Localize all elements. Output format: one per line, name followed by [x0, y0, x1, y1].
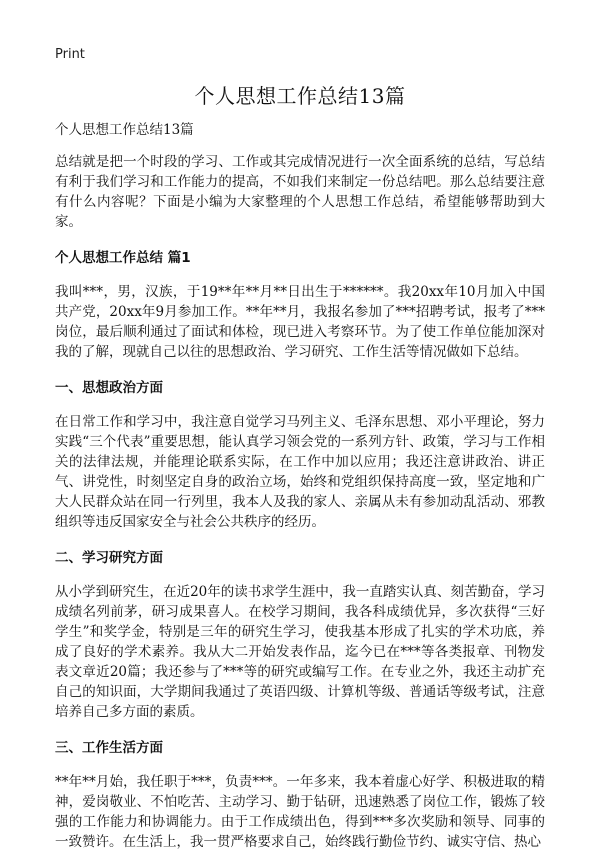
heading-study: 二、学习研究方面 — [55, 550, 163, 566]
document-subtitle: 个人思想工作总结13篇 — [55, 122, 194, 138]
section-title: 个人思想工作总结 篇1 — [55, 250, 191, 266]
print-link[interactable]: Print — [55, 47, 85, 62]
intro-paragraph: 总结就是把一个时段的学习、工作或其完成情况进行一次全面系统的总结，写总结有利于我们学习和工作能力的提高，不如我们来制定一份总结吧。那么总结要注意有什么内容呢？下面是小编为大家整理的个人思想工作总结，希望能够帮助到大家。 — [55, 154, 545, 230]
heading-political: 一、思想政治方面 — [55, 380, 163, 396]
paragraph-work-life: **年**月始，我任职于***，负责***。一年多来，我本着虚心好学、积极进取的精神，爱岗敬业、不怕吃苦、主动学习、勤于钻研，迅速熟悉了岗位工作，锻炼了较强的工作能力和协调能力。由于工作成绩出色，得到***多次奖励和领导、同事的一致赞许。在生活上，我一贯严格要求自己，始终践行勤俭节约、诚实守信、热心 — [55, 774, 545, 850]
paragraph-political: 在日常工作和学习中，我注意自觉学习马列主义、毛泽东思想、邓小平理论，努力实践“三个代表”重要思想，能认真学习领会党的一系列方针、政策，学习与工作相关的法律法规，并能理论联系实际，在工作中加以应用；我还注意讲政治、讲正气、讲党性，时刻坚定自身的政治立场，始终和党组织保持高度一致，坚定地和广大人民群众站在同一行列里，我本人及我的家人、亲属从未有参加动乱活动、邪教组织等违反国家安全与社会公共秩序的经历。 — [55, 414, 545, 530]
section-intro-paragraph: 我叫***，男，汉族，于19**年**月**日出生于******。我20xx年10月加入中国共产党，20xx年9月参加工作。**年**月，我报名参加了***招聘考试，报考了***岗位，最后顺利通过了面试和体检，现已进入考察环节。为了使工作单位能加深对我的了解，现就自己以往的思想政治、学习研究、工作生活等情况做如下总结。 — [55, 284, 545, 360]
paragraph-study: 从小学到研究生，在近20年的读书求学生涯中，我一直踏实认真、刻苦勤奋，学习成绩名列前茅，研习成果喜人。在校学习期间，我各科成绩优异，多次获得“三好学生”和奖学金，特别是三年的研究生学习，使我基本形成了扎实的学术功底，养成了良好的学术素养。我从大二开始发表作品，迄今已在***等各类报章、刊物发表文章近20篇；我还参与了***等的研究或编写工作。在专业之外，我还主动扩充自己的知识面，大学期间我通过了英语四级、计算机等级、普通话等级考试，注意培养自己多方面的素质。 — [55, 584, 545, 720]
heading-work-life: 三、工作生活方面 — [55, 740, 163, 756]
page-title: 个人思想工作总结13篇 — [194, 84, 406, 108]
document-body — [55, 120, 545, 868]
